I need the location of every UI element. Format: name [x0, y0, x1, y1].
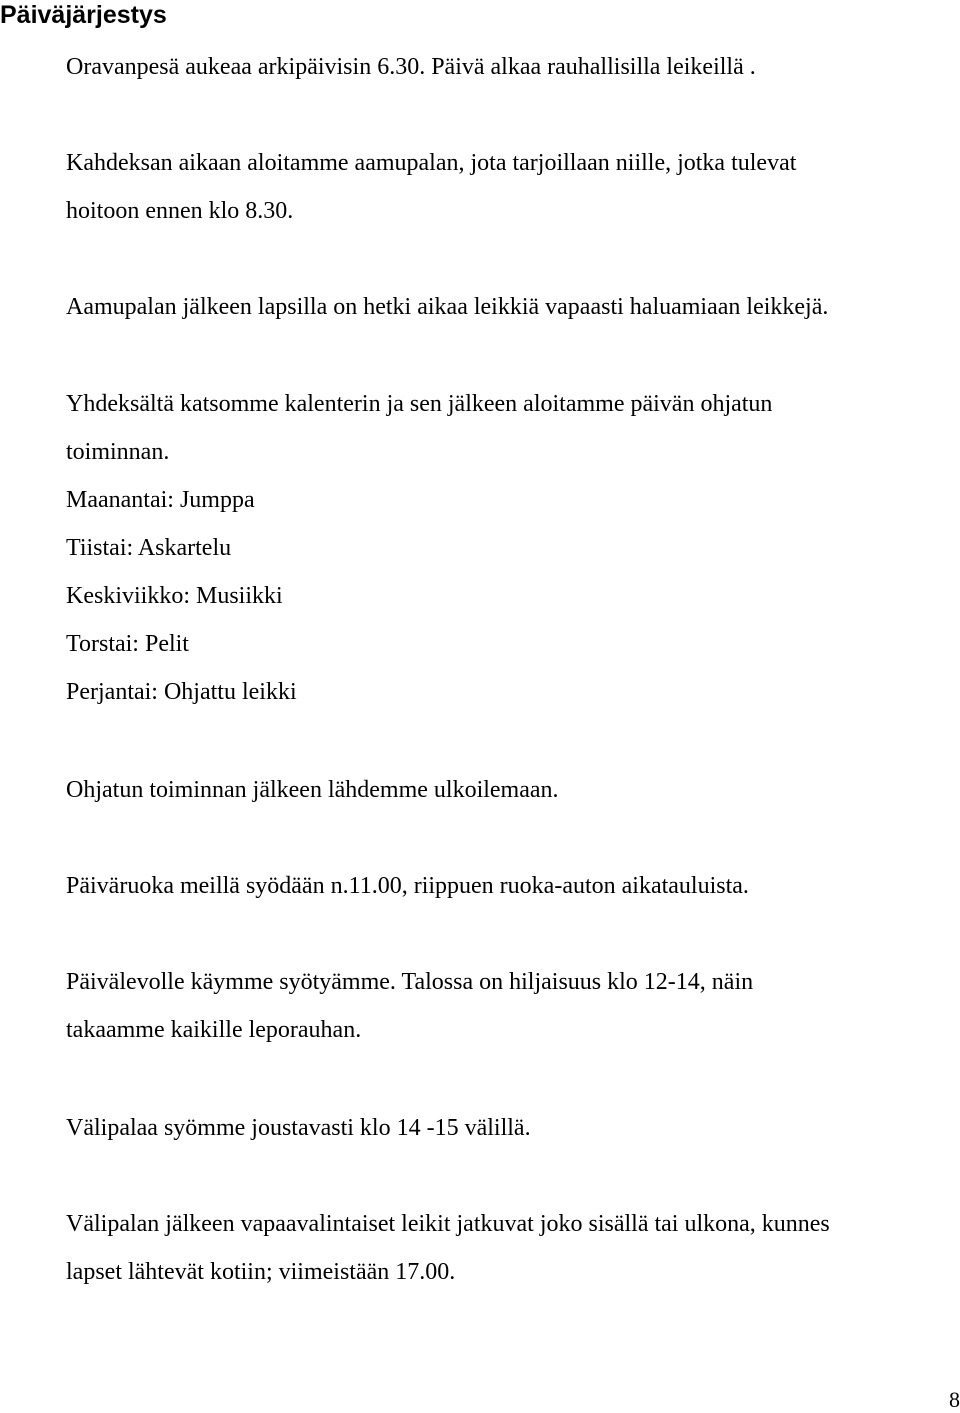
schedule-item: Torstai: Pelit [66, 631, 189, 657]
text-line: Kahdeksan aikaan aloitamme aamupalan, jota tarjoillaan niille, jotka tulevat [66, 150, 797, 176]
text-line: Ohjatun toiminnan jälkeen lähdemme ulkoilemaan. [66, 777, 559, 803]
text-line: Yhdeksältä katsomme kalenterin ja sen jälkeen aloitamme päivän ohjatun [66, 391, 773, 417]
text-line: Päiväruoka meillä syödään n.11.00, riippuen ruoka-auton aikatauluista. [66, 873, 749, 899]
page-title: Päiväjärjestys [0, 1, 167, 29]
schedule-item: Tiistai: Askartelu [66, 535, 232, 561]
page-number: 8 [949, 1387, 960, 1412]
text-line: Välipalaa syömme joustavasti klo 14 -15 välillä. [66, 1115, 531, 1141]
text-line: Välipalan jälkeen vapaavalintaiset leikit jatkuvat joko sisällä tai ulkona, kunnes [66, 1211, 830, 1237]
text-line: Päivälevolle käymme syötyämme. Talossa on hiljaisuus klo 12-14, näin [66, 969, 754, 995]
schedule-item: Perjantai: Ohjattu leikki [66, 679, 297, 705]
text-line: Oravanpesä aukeaa arkipäivisin 6.30. Päivä alkaa rauhallisilla leikeillä . [66, 54, 756, 80]
text-line: toiminnan. [66, 439, 170, 465]
schedule-item: Maanantai: Jumppa [66, 487, 255, 513]
schedule-item: Keskiviikko: Musiikki [66, 583, 283, 609]
text-line: hoitoon ennen klo 8.30. [66, 198, 294, 224]
text-line: lapset lähtevät kotiin; viimeistään 17.00. [66, 1259, 456, 1285]
text-line: takaamme kaikille leporauhan. [66, 1017, 362, 1043]
text-line: Aamupalan jälkeen lapsilla on hetki aikaa leikkiä vapaasti haluamiaan leikkejä. [66, 294, 829, 320]
